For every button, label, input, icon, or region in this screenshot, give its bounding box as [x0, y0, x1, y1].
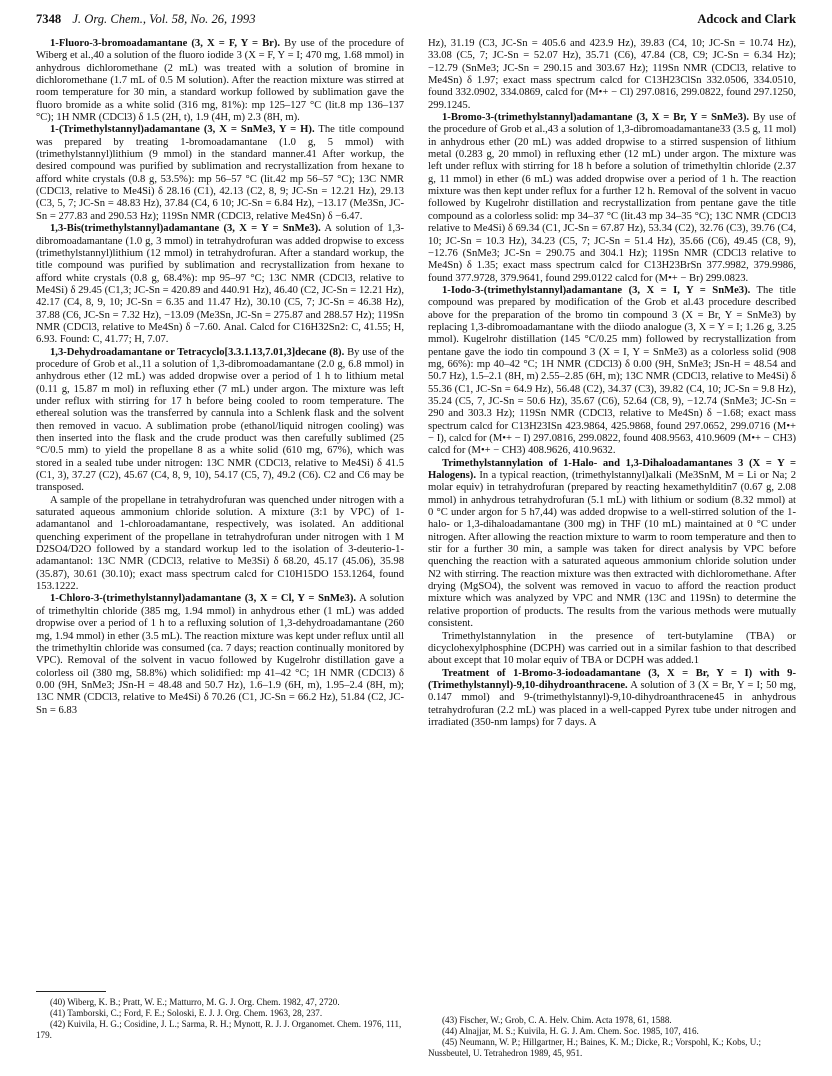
paragraph-title: 1-Bromo-3-(trimethylstannyl)adamantane (3, X = Br, Y = SnMe3).: [442, 112, 750, 124]
paragraph-body: By use of the procedure of Grob et al.,11 a solution of 1,3-dibromoadamantane (2.0 g, 6.8 mmol) in anhydrous ether (12 mL) was added dropwise over a period of 1 h to lithium metal (0.11 g, 15.87 m mol) in refluxing ether (7 mL) under argon. The mixture was left under reflux with stirring for 17 h before being cooled to room temperature. The ethereal solution was the transferred by cannula into a Schlenk flask and the solvent then removed in vacuo. A sublimation probe (ethanol/liquid nitrogen cooling) was then inserted into the flask and the crude product was then carefully sublimed (25 °C/0.5 mm) to yield the propellane 8 as a white solid (610 mg, 67%), which was stored in a sealed tube under nitrogen: 13C NMR (CDCl3, relative to Me4Si) δ 41.5 (C1, 3), 37.27 (C2), 45.67 (C4, 8, 9, 10), 54.17 (C5, 7), 49.2 (C6). C2 and C6 may be transposed.: [36, 346, 404, 494]
paragraph-body: The title compound was prepared by treating 1-bromoadamantane (1.0 g, 5 mmol) with (trimethylstannyl)lithium (9 mmol) in the standard manner.41 After workup, the desired compound was purified by sublimation and recrystallization from hexane to afford white crystals (0.8 g, 53.5%): mp 56–57 °C (lit.42 mp 56–57 °C); 13C NMR (CDCl3, relative to Me4Si) δ 28.16 (C1), 42.13 (C2, 8, 9; JC-Sn = 12.21 Hz), 29.13 (C3, 5, 7; JC-Sn = 48.83 Hz), 37.84 (C4, 6 10; JC-Sn = 6.84 Hz), −13.17 (Me3Sn, JC-Sn = 277.83 and 290.53 Hz); 119Sn NMR (CDCl3, relative Me4Sn) δ −6.47.: [36, 124, 404, 222]
paragraph: [428, 285, 796, 458]
paragraph-body: Hz), 31.19 (C3, JC-Sn = 405.6 and 423.9 Hz), 39.83 (C4, 10; JC-Sn = 10.74 Hz), 33.08 (C5, 7; JC-Sn = 52.07 Hz), 35.71 (C6), 47.84 (C8, C9; JC-Sn = 6.34 Hz); −12.79 (SnMe3; JC-Sn = 290.15 and 303.67 Hz); 119Sn NMR (CDCl3, relative to Me4Sn) δ 1.97; exact mass spectrum calcd for C13H23ClSn 332.0506, 334.0510, found 332.0902, 334.0869, calcd for (M•+ − Cl) 297.0816, 299.0822, found 297.1250, 299.1245.: [428, 38, 796, 111]
paragraph: [36, 593, 404, 716]
footnotes-left: [36, 985, 404, 1041]
paragraph: [36, 223, 404, 346]
paragraph-body: A solution of 3 (X = Br, Y = I; 50 mg, 0.147 mmol) and 9-(trimethylstannyl)-9,10-dihydroanthracene45 in anhydrous tetrahydrofuran (2.2 mL) was placed in a well-capped Pyrex tube under nitrogen and irradiated (350-nm lamps) for 7 days. A: [428, 679, 796, 728]
paragraph-body: In a typical reaction, (trimethylstannyl)alkali (Me3SnM, M = Li or Na; 2 molar equiv) in tetrahydrofuran (prepared by reacting hexamethylditin7 (0.67 g, 2.08 mmol) in anhydrous tetrahydrofuran (5.1 mL) with lithium or sodium (8.32 mmol) at 0 °C under argon for 5 h7,44) was added dropwise to a well-stirred solution of the 1-halo- or 1,3-dihaloadamantane (300 mg) in THF (10 mL) maintained at 0 °C under nitrogen. After allowing the reaction mixture to warm to room temperature and then to stir for a further 30 min, a sample was taken for direct analysis by VPC before quenching the reaction with a saturated aqueous ammonium chloride solution under N2 with stirring. The reaction mixture was then extracted with dichloromethane. After drying (MgSO4), the solvent was removed in vacuo to afford the reaction product mixture which was analyzed by VPC and NMR (13C and 119Sn) to determine the relative proportion of products. The results from the various methods were mutually consistent.: [428, 470, 796, 630]
paragraph-body: By use of the procedure of Grob et al.,43 a solution of 1,3-dibromoadamantane33 (3.5 g, 11 mol) in anhydrous ether (20 mL) was added dropwise to a stirred suspension of lithium metal (0.283 g, 20 mmol) in refluxing ether (12 mL) under argon. The mixture was left under reflux with stirring for 18 h before a solution of trimethyltin chloride (2.37 g, 11 mmol) in ether (6 mL) was added dropwise over a period of 1 h. The reaction mixture was then kept under reflux for a further 12 h. Removal of the solvent in vacuo followed by Kugelrohr distillation and recrystallization from pentane gave the title compound as a colorless solid: mp 34–37 °C (lit.43 mp 34–35 °C); 13C NMR (CDCl3 relative to Me4Si) δ 69.34 (C1, JC-Sn = 67.87 Hz), 53.34 (C2), 32.76 (C3), 39.76 (C4, 10; JC-Sn = 10.3 Hz), 34.23 (C5, 7; JC-Sn = 51.4 Hz), 35.66 (C6), 49.45 (C8, 9), −12.76 (SnMe3; JC-Sn = 290.75 and 304.1 Hz); 119Sn NMR (CDCl3 relative to Me4Sn) δ 1.35; exact mass spectrum calcd for C13H23BrSn 377.9982, 379.9986, found 377.9728, 379.9641, found 299.0122 calcd for (M•+ − Br) 299.0823.: [428, 112, 796, 284]
paragraph-title: 1-Iodo-3-(trimethylstannyl)adamantane (3, X = I, Y = SnMe3).: [442, 284, 751, 296]
paragraph: [428, 631, 796, 668]
paragraph-title: 1,3-Dehydroadamantane or Tetracyclo[3.3.1.13,7.01,3]decane (8).: [50, 346, 345, 358]
footnote-rule: [36, 991, 106, 992]
paragraph-title: Treatment of 1-Bromo-3-iodoadamantane (3, X = Br, Y = I) with 9-(Trimethylstannyl)-9,10-dihydroanthracene.: [428, 667, 796, 691]
paragraph-body: A sample of the propellane in tetrahydrofuran was quenched under nitrogen with a saturated aqueous ammonium chloride solution. A mixture (3:1 by VPC) of 1-adamantanol and 1-chloroadamantane, respectively, was isolated. An additional quenching experiment of the propellane in tetrahydrofuran under nitrogen with 1 M D2SO4/D2O followed by a standard workup led to the isolation of 3-deuterio-1-adamantanol: 13C NMR (CDCl3, relative to Me3Si) δ 68.20, 45.17 (45.06), 35.98 (35.87), 30.61 (30.10); exact mass spectrum calcd for C10H15DO 153.1264, found 153.1222.: [36, 494, 404, 593]
left-column: [36, 38, 404, 717]
paragraph-title: 1,3-Bis(trimethylstannyl)adamantane (3, X = Y = SnMe3).: [50, 223, 321, 235]
paragraph-continued: [428, 38, 796, 112]
paragraph: [36, 347, 404, 495]
footnote: (41) Tamborski, C.; Ford, F. E.; Soloski, E. J. J. Org. Chem. 1963, 28, 237.: [50, 1008, 323, 1018]
footnotes-right: [428, 1015, 796, 1059]
paragraph: [428, 668, 796, 730]
journal-citation: J. Org. Chem., Vol. 58, No. 26, 1993: [72, 12, 256, 26]
footnote: (42) Kuivila, H. G.; Cosidine, J. L.; Sarma, R. H.; Mynott, R. J. J. Organomet. Chem. 1976, 111, 179.: [36, 1019, 402, 1040]
paragraph: [36, 495, 404, 594]
header-left: [36, 12, 256, 27]
paragraph-title: 1-(Trimethylstannyl)adamantane (3, X = SnMe3, Y = H).: [50, 124, 315, 136]
footnote: (45) Neumann, W. P.; Hillgartner, H.; Baines, K. M.; Dicke, R.; Vorspohl, K.; Kobs, U.; Nussbeutel, U. Tetrahedron 1989, 45, 951.: [428, 1037, 762, 1058]
paragraph-body: A solution of trimethyltin chloride (385 mg, 1.94 mmol) in anhydrous ether (1 mL) was added dropwise over a period of 1 h to a refluxing solution of 1,3-dehydroadamantane (260 mg, 1.94 mmol) in ether (3.5 mL). The reaction mixture was kept under reflux until all the trimethyltin chloride was consumed (ca. 7 days; reaction continually monitored by VPC). Removal of the solvent in vacuo followed by Kugelrohr distillation gave a colorless oil (380 mg, 58.8%) which solidified: mp 41–42 °C; 1H NMR (CDCl3) δ 0.00 (9H, SnMe3; JSn-H = 48.48 and 50.7 Hz), 1.6–1.9 (6H, m), 1.95–2.4 (8H, m); 13C NMR (CDCl3, relative to Me4Si) δ 70.26 (C1, JC-Sn = 66.2 Hz), 51.84 (C2, JC-Sn = 6.83: [36, 593, 404, 716]
paragraph: [36, 38, 404, 124]
paragraph-title: 1-Chloro-3-(trimethylstannyl)adamantane (3, X = Cl, Y = SnMe3).: [50, 593, 357, 605]
footnote: (43) Fischer, W.; Grob, C. A. Helv. Chim. Acta 1978, 61, 1588.: [442, 1015, 672, 1025]
paragraph-body: A solution of 1,3-dibromoadamantane (1.0 g, 3 mmol) in tetrahydrofuran was added dropwise to excess (trimethylstannyl)lithium (12 mmol) in tetrahydrofuran. After a standard workup, the title compound was purified by sublimation and recrystallization from hexane to afford white crystals (0.8 g, 68.4%): mp 95–97 °C; 13C NMR (CDCl3, relative to Me4Si) δ 29.45 (C1,3; JC-Sn = 420.89 and 440.91 Hz), 46.40 (C2, JC-Sn = 12.21 Hz), 42.17 (C4, 8, 9, 10; JC-Sn = 6.35 and 11.47 Hz), 30.10 (C5, 7; JC-Sn = 46.38 Hz), 37.88 (C6, JC-Sn = 7.32 Hz), −13.09 (Me3Sn, JC-Sn = 275.87 and 288.57 Hz); 119Sn NMR (CDCl3, relative to Me4Sn) δ −7.60. Anal. Calcd for C16H32Sn2: C, 41.55; H, 6.93. Found: C, 41.77; H, 7.07.: [36, 223, 404, 346]
paragraph-body: The title compound was prepared by modification of the Grob et al.43 procedure described above for the preparation of the bromo tin compound 3 (X = Br, Y = SnMe3) by replacing 1,3-dibromoadamantane with the diiodo analogue (3, X = Y = I; 1.26 g, 3.25 mmol). Kugelrohr distillation (145 °C/0.25 mm) followed by recrystallization from pentane gave the iodo tin compound 3 (X = I, Y = SnMe3) as a colorless solid (908 mg, 66%): mp 40–42 °C; 1H NMR (CDCl3) δ 0.00 (9H, SnMe3; JSn-H = 48.54 and 50.7 Hz), 1.5–2.1 (8H, m) 2.55–2.85 (6H, m); 13C NMR (CDCl3, relative to Me4Si) δ 55.36 (C1, JC-Sn = 64.9 Hz), 56.48 (C2), 34.37 (C3), 39.82 (C4, 10; JC-Sn = 9.8 Hz), 35.24 (C5, 7, JC-Sn = 50.6 Hz), 35.67 (C6), 52.64 (C8, 9), −12.74 (SnMe3; JC-Sn = 290 and 303.3 Hz); 119Sn NMR (CDCl3, relative to Me4Sn) δ −1.68; exact mass spectrum calcd for C13H23ISn 423.9864, 425.9868, found 297.0652, 299.0716 (M•+ − I), calcd for (M•+ − I) 297.0816, 299.0822, found 408.9563, 410.9609 (M•+ − CH3) calcd for (M•+ − CH3) 408.9626, 410.9632.: [428, 284, 796, 457]
paragraph: [428, 458, 796, 631]
paragraph: [428, 112, 796, 285]
page-number: 7348: [36, 12, 62, 26]
page-header: [36, 12, 796, 30]
paragraph-title: Trimethylstannylation of 1-Halo- and 1,3-Dihaloadamantanes 3 (X = Y = Halogens).: [428, 457, 796, 482]
running-authors: Adcock and Clark: [697, 12, 796, 26]
footnote: (40) Wiberg, K. B.; Pratt, W. E.; Matturro, M. G. J. Org. Chem. 1982, 47, 2720.: [50, 997, 340, 1007]
paragraph-body: By use of the procedure of Wiberg et al.,40 a solution of the fluoro iodide 3 (X = F, Y = I; 470 mg, 1.68 mmol) in anhydrous dichloromethane (2 mL) was treated with a solution of bromine in dichloromethane (1.7 mL of 0.5 M solution). After the reaction mixture was stirred at room temperature for 30 min, a standard workup followed by sublimation gave the fluoro bromide as a white solid (316 mg, 81%): mp 125–127 °C (lit.8 mp 136–137 °C); 1H NMR (CDCl3) δ 1.5 (2H, t), 1.9 (4H, m) 2.3 (8H, m).: [36, 38, 404, 124]
paragraph-title: 1-Fluoro-3-bromoadamantane (3, X = F, Y = Br).: [50, 38, 281, 49]
right-column: [428, 38, 796, 729]
paragraph-body: Trimethylstannylation in the presence of tert-butylamine (TBA) or dicyclohexylphosphine (DCPH) was carried out in a similar fashion to that described about except that 10 molar equiv of TBA or DCPH was added.1: [428, 630, 796, 667]
footnote: (44) Alnajjar, M. S.; Kuivila, H. G. J. Am. Chem. Soc. 1985, 107, 416.: [442, 1026, 699, 1036]
paragraph: [36, 124, 404, 223]
